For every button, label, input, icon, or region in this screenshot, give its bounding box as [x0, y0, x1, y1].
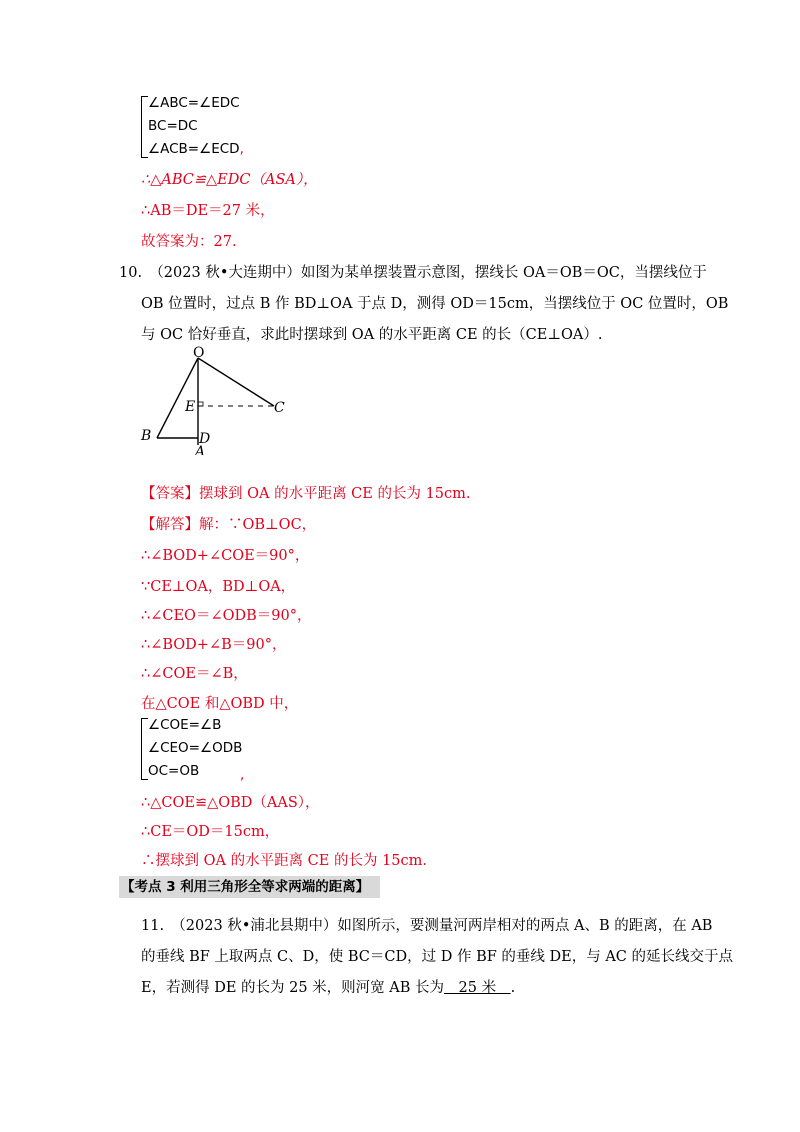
label-a: A [195, 444, 206, 455]
question-11-line [141, 978, 515, 998]
solution-line: 【解答】解：∵OB⊥OC， [141, 517, 317, 533]
solution-line: ∴CE＝OD＝15cm， [141, 824, 280, 840]
label-b: B [141, 428, 152, 444]
right-angle-mark [198, 402, 203, 406]
label-d: D [199, 431, 211, 447]
label-c: C [274, 400, 285, 416]
system-line: OC=OB [148, 763, 200, 779]
q11-line3-prefix: E，若测得 DE 的长为 25 米，则河宽 AB 长为 [141, 980, 445, 996]
system-tail: , [240, 767, 245, 783]
label-e: E [185, 399, 196, 415]
system-line: ∠COE=∠B [148, 717, 222, 733]
answer-line: 【答案】摆球到 OA 的水平距离 CE 的长为 15cm. [141, 486, 471, 502]
solution-line: ∴AB＝DE＝27 米， [141, 203, 275, 219]
system-line: ∠CEO=∠ODB [148, 740, 243, 756]
system-line: BC=DC [148, 118, 198, 134]
solution-line: ∴△COE≌△OBD（AAS）， [141, 795, 320, 811]
system-line: ∠ABC=∠EDC [148, 95, 240, 111]
solution-line: ∵CE⊥OA，BD⊥OA， [141, 579, 296, 595]
question-10-line: OB 位置时，过点 B 作 BD⊥OA 于点 D，测得 OD＝15cm，当摆线位于 OC 位置时，OB [141, 296, 729, 312]
pendulum-figure [135, 345, 295, 455]
line-ob [157, 358, 198, 438]
system-line: ∠ACB=∠ECD, [148, 141, 244, 157]
section-title: 【考点 3 利用三角形全等求两端的距离】 [119, 876, 380, 898]
answer-blank: 25 米 [444, 980, 511, 996]
question-10-line: 10. （2023 秋•大连期中）如图为某单摆装置示意图，摆线长 OA＝OB＝OC，当摆线位于 [119, 265, 707, 281]
solution-line: ∴∠COE＝∠B， [141, 666, 248, 682]
label-o: O [193, 345, 205, 361]
q11-line3-suffix: . [510, 980, 516, 996]
question-10-line: 与 OC 恰好垂直，求此时摆球到 OA 的水平距离 CE 的长（CE⊥OA）. [141, 327, 603, 343]
solution-line: ∴∠BOD+∠COE＝90°， [141, 548, 310, 564]
solution-line: ∴摆球到 OA 的水平距离 CE 的长为 15cm. [141, 853, 428, 869]
solution-line: ∴∠BOD+∠B＝90°， [141, 637, 287, 653]
solution-line: ∴∠CEO＝∠ODB＝90°， [141, 608, 312, 624]
solution-line: 在△COE 和△OBD 中， [141, 696, 299, 712]
solution-line: ∴△ABC≌△EDC（ASA）， [141, 172, 318, 188]
question-11-line: 11. （2023 秋•浦北县期中）如图所示，要测量河两岸相对的两点 A、B 的距离，在 AB [141, 918, 713, 934]
line-oc [198, 358, 274, 406]
question-11-line: 的垂线 BF 上取两点 C、D，使 BC＝CD，过 D 作 BF 的垂线 DE，与 AC 的延长线交于点 [141, 949, 733, 965]
solution-line: 故答案为：27. [141, 234, 237, 250]
